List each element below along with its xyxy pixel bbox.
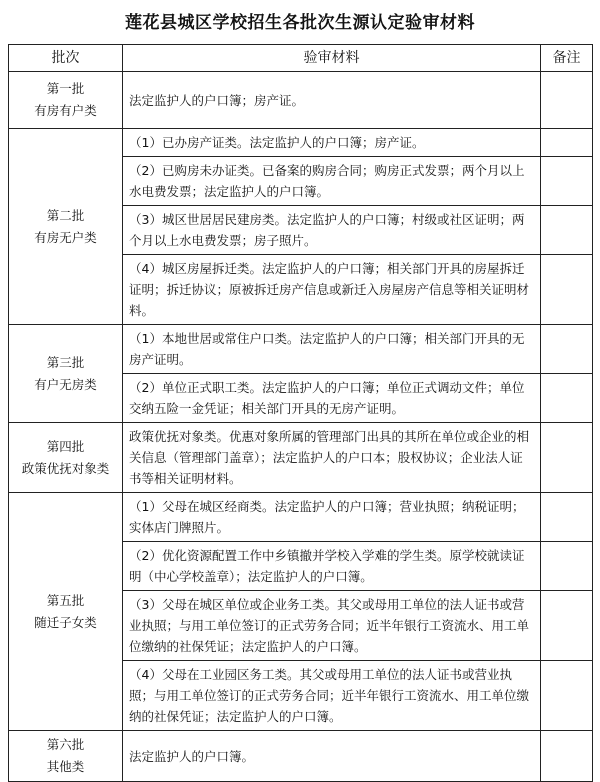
batch-cell	[9, 72, 123, 129]
batch-number: 第二批	[46, 207, 85, 223]
notes-cell	[541, 731, 593, 782]
header-materials: 验审材料	[123, 45, 541, 72]
batch-category: 随迁子女类	[34, 614, 97, 630]
batch-cell	[9, 493, 123, 731]
table-row	[9, 72, 593, 129]
notes-cell	[541, 157, 593, 206]
material-cell: （2）已购房未办证类。已备案的购房合同；购房正式发票；两个月以上水电费发票；法定监护人的户口簿。	[123, 157, 541, 206]
document-title: 莲花县城区学校招生各批次生源认定验审材料	[125, 13, 475, 33]
material-cell: （3）城区世居居民建房类。法定监护人的户口簿；村级或社区证明；两个月以上水电费发票；房子照片。	[123, 206, 541, 255]
batch-category: 其他类	[46, 759, 85, 774]
material-cell: （1）父母在城区经商类。法定监护人的户口簿；营业执照；纳税证明；实体店门牌照片。	[123, 493, 541, 542]
table-row	[9, 731, 593, 782]
batch-category: 有房有户类	[34, 103, 97, 118]
notes-cell	[541, 591, 593, 661]
batch-cell	[9, 129, 123, 325]
material-cell: 法定监护人的户口簿。	[123, 731, 541, 782]
notes-cell	[541, 129, 593, 157]
material-cell: （4）父母在工业园区务工类。其父或母用工单位的法人证书或营业执照；与用工单位签订的正式劳务合同；近半年银行工资流水、用工单位缴纳的社保凭证；法定监护人的户口簿。	[123, 661, 541, 731]
notes-cell	[541, 374, 593, 423]
material-cell: （3）父母在城区单位或企业务工类。其父或母用工单位的法人证书或营业执照；与用工单位签订的正式劳务合同；近半年银行工资流水、用工单位缴纳的社保凭证；法定监护人的户口簿。	[123, 591, 541, 661]
batch-number: 第一批	[46, 81, 85, 96]
notes-cell	[541, 423, 593, 493]
notes-cell	[541, 661, 593, 731]
batch-number: 第四批	[46, 438, 85, 454]
table-row	[9, 493, 593, 542]
material-cell: 政策优抚对象类。优惠对象所属的管理部门出具的其所在单位或企业的相关信息（管理部门盖章）；法定监护人的户口本；股权协议；企业法人证书等相关证明材料。	[123, 423, 541, 493]
material-cell: （2）优化资源配置工作中乡镇撤并学校入学难的学生类。原学校就读证明（中心学校盖章）；法定监护人的户口簿。	[123, 542, 541, 591]
batch-category: 有房无户类	[34, 229, 97, 245]
notes-cell	[541, 255, 593, 325]
notes-cell	[541, 72, 593, 129]
header-notes: 备注	[541, 45, 593, 72]
material-cell: （4）城区房屋拆迁类。法定监护人的户口簿；相关部门开具的房屋拆迁证明；拆迁协议；原被拆迁房产信息或新迁入房屋房产信息等相关证明材料。	[123, 255, 541, 325]
batch-number: 第三批	[46, 354, 85, 370]
materials-table	[8, 44, 593, 782]
batch-cell	[9, 731, 123, 782]
batch-cell	[9, 325, 123, 423]
table-header-row	[9, 45, 593, 72]
batch-category: 有户无房类	[34, 376, 97, 392]
notes-cell	[541, 493, 593, 542]
notes-cell	[541, 206, 593, 255]
header-batch: 批次	[9, 45, 123, 72]
material-cell: （1）已办房产证类。法定监护人的户口簿；房产证。	[123, 129, 541, 157]
table-row	[9, 325, 593, 374]
material-cell: 法定监护人的户口簿；房产证。	[123, 72, 541, 129]
table-row	[9, 129, 593, 157]
notes-cell	[541, 542, 593, 591]
notes-cell	[541, 325, 593, 374]
material-cell: （1）本地世居或常住户口类。法定监护人的户口簿；相关部门开具的无房产证明。	[123, 325, 541, 374]
table-row	[9, 423, 593, 493]
batch-category: 政策优抚对象类	[21, 460, 110, 476]
batch-number: 第六批	[46, 737, 85, 752]
material-cell: （2）单位正式职工类。法定监护人的户口簿；单位正式调动文件；单位交纳五险一金凭证；相关部门开具的无房产证明。	[123, 374, 541, 423]
batch-cell	[9, 423, 123, 493]
batch-number: 第五批	[46, 592, 85, 608]
